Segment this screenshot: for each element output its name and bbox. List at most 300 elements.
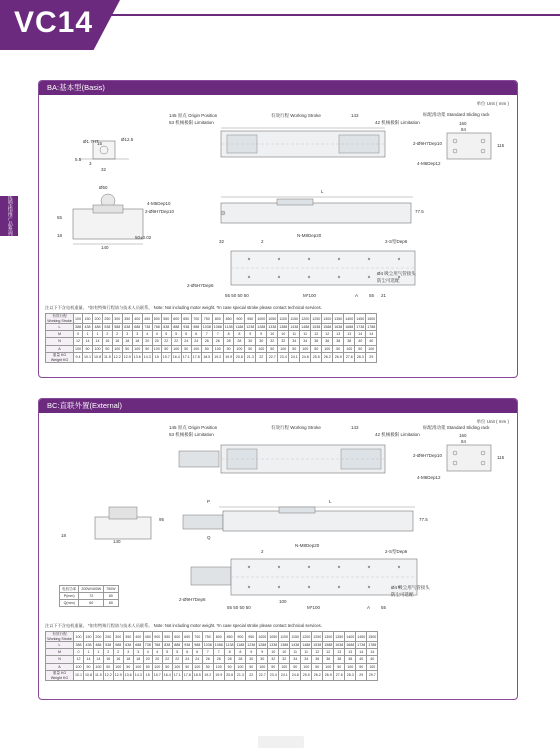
table-row <box>60 593 119 600</box>
origin-label: 145 原点 Origin Position <box>169 113 218 118</box>
table-cell: 28 <box>223 338 234 345</box>
table-cell: 850 <box>224 632 235 642</box>
table-cell: 12.9 <box>122 352 132 362</box>
table-cell: 8 <box>234 331 245 338</box>
table-row <box>46 663 378 670</box>
table-cell: 18 <box>122 338 132 345</box>
table-cell: 16.4 <box>171 352 181 362</box>
table-cell: 588 <box>115 643 122 648</box>
table-row <box>60 586 119 593</box>
air-label: Ø4 吸尘用气管接头 <box>377 271 416 276</box>
table-cell: 1200 <box>300 314 311 324</box>
table-cell: 28.3 <box>355 352 366 362</box>
hole-2-label: 2-Ø5H7Dep6 <box>187 283 214 288</box>
table-cell: 19.9 <box>223 352 234 362</box>
table-cell: 24.8 <box>290 670 301 680</box>
table-cell: 36 <box>323 656 334 663</box>
table-cell: 350 <box>123 632 133 642</box>
ba-note: 注以下不含电机重量。 *如有特殊行程请与技术人员联系。 Note: Not including motor weight. *In case special stroke please contact technical services. <box>45 305 322 310</box>
d18-label: 18 <box>57 233 63 238</box>
table-cell: 9 <box>245 331 256 338</box>
page-title: VC14 <box>14 6 94 39</box>
dim-2: 2 <box>261 239 264 244</box>
m5-label: 4-M5Dep10 <box>147 201 171 206</box>
table-cell: 13 <box>333 331 344 338</box>
table-row <box>46 656 378 663</box>
table-cell: 900 <box>235 632 246 642</box>
air-label: Ø4 吸尘用气管接头 <box>391 585 430 590</box>
table-row <box>46 642 378 649</box>
table-cell: 14 <box>83 338 93 345</box>
table-cell: 22 <box>171 338 181 345</box>
table-cell: 13.6 <box>132 352 142 362</box>
table-cell: 50 <box>202 663 213 670</box>
d3-label: 3 <box>89 161 92 166</box>
table-cell: 888 <box>173 325 180 330</box>
d55-label: 55 <box>57 215 63 220</box>
table-cell: 34 <box>301 656 312 663</box>
m8-label: N-M8Dep20 <box>297 233 322 238</box>
table-cell: 500 <box>152 632 162 642</box>
table-cell: 100 <box>322 345 333 352</box>
dim-84: 84 <box>461 127 467 132</box>
d95-label: 95 <box>159 517 165 522</box>
table-cell: 100 <box>323 663 334 670</box>
table-cell: 38 <box>334 656 345 663</box>
table-cell: 11 <box>289 331 300 338</box>
d32-label: 32 <box>101 167 107 172</box>
table-cell: 17.8 <box>191 352 201 362</box>
d140-label: 140 <box>101 245 109 250</box>
table-cell: 19.9 <box>213 670 224 680</box>
table-cell: 18 <box>123 656 133 663</box>
table-cell: 26.9 <box>323 670 334 680</box>
table-cell: 250 <box>103 314 113 324</box>
table-cell: 14 <box>93 338 103 345</box>
m8-label: N-M8Dep20 <box>295 543 320 548</box>
table-cell: 32 <box>278 338 289 345</box>
table-cell: 550 <box>162 632 172 642</box>
table-cell: 1188 <box>235 325 244 330</box>
table-cell: 6 <box>191 331 201 338</box>
limit-right-label: 42 机械极限 Limitation <box>375 120 420 125</box>
table-cell: 600 <box>172 632 182 642</box>
table-cell: 100 <box>212 345 223 352</box>
table-cell: 16.4 <box>162 670 172 680</box>
side-tab[interactable] <box>0 196 18 236</box>
dim-77: 77.5 <box>419 517 428 522</box>
table-cell: 1238 <box>246 325 255 330</box>
table-cell: 650 <box>182 632 192 642</box>
table-cell: 1350 <box>334 632 345 642</box>
table-cell: 388 <box>75 643 82 648</box>
table-cell: 100 <box>300 345 311 352</box>
table-cell: 12 <box>74 656 84 663</box>
row-header: N <box>46 656 74 663</box>
table-cell: 1000 <box>256 314 267 324</box>
cross-section-drawing <box>89 503 159 543</box>
table-cell: 1338 <box>269 643 278 648</box>
table-cell: 10.1 <box>74 670 84 680</box>
table-cell: 60 <box>79 600 104 607</box>
table-cell: 1438 <box>291 643 300 648</box>
table-cell: 15 <box>143 670 152 680</box>
table-cell: 4 <box>143 649 152 656</box>
table-cell: 1688 <box>345 325 354 330</box>
table-cell: 12 <box>74 338 83 345</box>
table-cell: 20 <box>143 656 152 663</box>
row-header: 有效行程 Working Stroke <box>47 632 72 641</box>
table-cell: 24 <box>192 656 202 663</box>
table-cell: 10.8 <box>84 670 94 680</box>
table-cell: 29 <box>366 352 377 362</box>
table-cell: 1 <box>83 331 93 338</box>
table-cell: 16 <box>113 656 123 663</box>
table-cell: 438 <box>85 643 92 648</box>
table-cell: 100 <box>193 346 200 351</box>
table-cell: 32 <box>267 338 278 345</box>
table-cell: 100 <box>94 346 101 351</box>
table-cell: 300 <box>113 632 123 642</box>
m100-label: M*100 <box>303 293 317 298</box>
table-cell: 22 <box>172 656 182 663</box>
table-cell: 14 <box>355 331 366 338</box>
table-cell: 14.3 <box>142 352 152 362</box>
table-cell: 100 <box>134 346 141 351</box>
table-cell: 22 <box>161 338 171 345</box>
table-cell: 0 <box>74 331 83 338</box>
table-cell: 3 <box>132 331 142 338</box>
table-row <box>46 338 377 345</box>
table-cell: 2 <box>103 331 113 338</box>
table-cell: 450 <box>143 632 152 642</box>
hole-m6-label: 4-M6Dep12 <box>417 161 441 166</box>
table-cell: 888 <box>174 643 181 648</box>
dim-A: A <box>367 605 371 610</box>
table-cell: 950 <box>245 314 256 324</box>
table-cell: 10.1 <box>83 352 93 362</box>
table-cell: 538 <box>104 325 111 330</box>
table-cell: 1288 <box>257 325 266 330</box>
table-cell: 100 <box>234 345 245 352</box>
limit-right-label: 42 机械极限 Limitation <box>375 432 420 437</box>
table-cell: 900 <box>234 314 245 324</box>
unit-label: 单位 Unit ( mm ) <box>476 101 509 106</box>
d15-label: 15 <box>97 141 103 146</box>
table-cell: 13 <box>344 331 355 338</box>
dim-100: 100 <box>279 599 287 604</box>
table-cell: 488 <box>95 643 102 648</box>
table-cell: 14 <box>367 649 378 656</box>
section-bc <box>38 398 518 700</box>
table-cell: 1688 <box>346 643 355 648</box>
table-cell: 100 <box>153 346 160 351</box>
table-cell: 34 <box>290 656 301 663</box>
table-cell: 16 <box>103 338 113 345</box>
table-cell: 700 <box>192 632 202 642</box>
table-cell: 24.1 <box>279 670 290 680</box>
table-cell: 5 <box>162 649 172 656</box>
side-view-drawing <box>217 195 417 229</box>
table-cell: 11.5 <box>103 352 113 362</box>
row-header: 重量 KG Weight KG <box>46 670 74 680</box>
table-cell: 100 <box>345 663 356 670</box>
table-cell: 1 <box>84 649 94 656</box>
side-tab-label-2: 产品系列 <box>6 216 13 236</box>
table-cell: 988 <box>194 643 201 648</box>
dim-84: 84 <box>461 439 467 444</box>
air2-label: 防尘可选配 <box>391 592 414 597</box>
h7b-label: 2-Ø9H7Dep10 <box>145 209 175 214</box>
table-cell: 50 <box>312 663 323 670</box>
table-cell: 14 <box>356 649 367 656</box>
dim-Q: Q <box>207 535 211 540</box>
d140-label: 140 <box>113 539 121 544</box>
table-cell: 12.2 <box>112 352 122 362</box>
table-cell: 15 <box>152 352 161 362</box>
table-header-cell: 750W <box>104 586 118 593</box>
table-cell: 36 <box>311 338 322 345</box>
table-cell: 30 <box>257 656 268 663</box>
table-cell: 40 <box>356 656 367 663</box>
table-cell: 25.5 <box>311 352 322 362</box>
table-cell: 250 <box>103 632 113 642</box>
table-cell: 50 <box>355 345 366 352</box>
table-cell: 100 <box>174 664 181 669</box>
table-cell: 100 <box>173 346 180 351</box>
table-cell: 4 <box>152 649 162 656</box>
table-cell: 950 <box>246 632 257 642</box>
table-row <box>46 649 378 656</box>
section-bc-title: BC:直联外置(External) <box>39 399 517 413</box>
table-cell: 40 <box>355 338 366 345</box>
table-cell: 24.1 <box>289 352 300 362</box>
table-cell: 9 <box>256 331 267 338</box>
table-cell: 6 <box>182 649 192 656</box>
slot-label: 2-S型Dep6 <box>385 239 408 244</box>
table-cell: 12 <box>312 649 323 656</box>
table-cell: 24 <box>191 338 201 345</box>
table-cell: 30 <box>256 338 267 345</box>
table-cell: 16 <box>112 338 122 345</box>
dim-115: 115 <box>497 455 505 460</box>
table-cell: 40 <box>366 338 377 345</box>
table-cell: 450 <box>142 314 152 324</box>
table-cell: 1400 <box>344 314 355 324</box>
dim-160: 160 <box>459 121 467 126</box>
table-cell: 13 <box>334 649 345 656</box>
slot-label: 2-S型Dep6 <box>385 549 408 554</box>
table-cell: 12.9 <box>113 670 123 680</box>
table-cell: 24 <box>182 656 192 663</box>
row-header: A <box>46 663 74 670</box>
table-cell: 50 <box>182 663 192 670</box>
table-cell: 1050 <box>267 314 278 324</box>
hole-2-label: 2-Ø9H7Dep6 <box>179 597 206 602</box>
table-cell: 11 <box>290 649 301 656</box>
table-cell: 100 <box>74 632 84 642</box>
table-cell: 1538 <box>312 325 321 330</box>
table-cell: 28 <box>234 338 245 345</box>
bottom-view-drawing <box>229 247 419 291</box>
table-cell: 20.6 <box>234 352 245 362</box>
ba-spec-table <box>45 313 377 363</box>
table-cell: 1300 <box>322 314 333 324</box>
table-cell: 38 <box>345 656 356 663</box>
table-cell: 25.5 <box>301 670 312 680</box>
table-cell: 20 <box>152 338 161 345</box>
table-cell: 30 <box>246 656 257 663</box>
limit-left-label: 53 机械极限 Limitation <box>169 432 214 437</box>
table-cell: 150 <box>84 632 94 642</box>
d5-label: 5.5 <box>75 157 82 162</box>
table-cell: 388 <box>75 325 81 330</box>
table-cell: 1488 <box>301 325 310 330</box>
table-cell: 1088 <box>213 325 222 330</box>
table-cell: 14 <box>84 656 94 663</box>
table-cell: 6 <box>181 331 191 338</box>
table-cell: 14 <box>94 656 104 663</box>
table-cell: 27.6 <box>344 352 355 362</box>
table-cell: 938 <box>183 325 190 330</box>
dim-55: 55 <box>369 293 375 298</box>
bottom-view-drawing <box>189 555 421 601</box>
table-cell: 788 <box>153 325 160 330</box>
table-cell: 738 <box>144 325 151 330</box>
sliding-rack-drawing <box>445 131 495 161</box>
table-cell: 50 <box>223 345 234 352</box>
table-cell: Q(mm) <box>60 600 79 607</box>
table-cell: 13.6 <box>123 670 133 680</box>
bottom-dims: 55 50 50 50 <box>225 293 249 298</box>
table-cell: 10 <box>267 331 278 338</box>
table-cell: 100 <box>213 663 224 670</box>
table-cell: 838 <box>164 643 171 648</box>
table-cell: 100 <box>115 664 122 669</box>
table-cell: 1100 <box>278 314 289 324</box>
table-cell: 24 <box>181 338 191 345</box>
table-cell: 23.4 <box>268 670 279 680</box>
d50-label: 50±0.02 <box>135 235 152 240</box>
table-cell: 588 <box>114 325 121 330</box>
dim-L: L <box>329 499 332 504</box>
table-row <box>46 670 378 680</box>
table-cell: 50 <box>289 345 300 352</box>
table-cell: 0 <box>74 649 84 656</box>
table-cell: 34 <box>300 338 311 345</box>
table-cell: 100 <box>154 664 161 669</box>
table-cell: 11 <box>301 649 312 656</box>
table-cell: 50 <box>311 345 322 352</box>
table-cell: 21.3 <box>235 670 246 680</box>
unit-label: 单位 Unit ( mm ) <box>476 419 509 424</box>
row-header: L <box>46 324 74 331</box>
table-cell: 738 <box>144 643 151 648</box>
table-cell: 28.3 <box>345 670 356 680</box>
table-cell: 100 <box>344 345 355 352</box>
table-cell: 18 <box>133 656 143 663</box>
table-cell: 200 <box>93 314 103 324</box>
row-header: 有效行程 Working Stroke <box>47 314 72 323</box>
table-cell: 1200 <box>301 632 312 642</box>
table-cell: 1288 <box>258 643 267 648</box>
table-cell: 11 <box>300 331 311 338</box>
table-cell: 34 <box>289 338 300 345</box>
table-cell: 1500 <box>367 632 378 642</box>
table-cell: 1488 <box>302 643 311 648</box>
table-cell: 7 <box>201 331 212 338</box>
table-cell: 40 <box>367 656 378 663</box>
table-cell: 12 <box>322 331 333 338</box>
bc-spec-table <box>45 631 378 681</box>
bc-note: 注以下不含电机重量。 *如有特殊行程请与技术人员联系。 Note: Not including motor weight. *In case special stroke please contact technical services. <box>45 623 322 628</box>
table-cell: 2 <box>113 649 123 656</box>
table-cell: 50 <box>103 663 113 670</box>
table-cell: 14 <box>366 331 377 338</box>
table-cell: 1150 <box>290 632 301 642</box>
table-cell: 26.2 <box>312 670 323 680</box>
table-cell: 100 <box>256 345 267 352</box>
table-cell: 838 <box>163 325 170 330</box>
m100-label: M*100 <box>307 605 321 610</box>
table-row <box>46 632 378 642</box>
table-cell: 22 <box>162 656 172 663</box>
table-cell: 488 <box>94 325 101 330</box>
table-cell: 400 <box>133 632 143 642</box>
phi12-label: Ø12.5 <box>121 137 134 142</box>
table-cell: 29 <box>356 670 367 680</box>
table-cell: 32 <box>279 656 290 663</box>
origin-label: 145 原点 Origin Position <box>169 425 218 430</box>
table-cell: 638 <box>124 325 131 330</box>
table-cell: 150 <box>83 314 93 324</box>
hole-h7-label: 2-Ø9H7Dep10 <box>413 453 443 458</box>
table-cell: 5 <box>172 649 182 656</box>
table-cell: 100 <box>279 663 290 670</box>
table-cell: 7 <box>202 649 213 656</box>
table-cell: 700 <box>191 314 201 324</box>
dim-143: 143 <box>351 113 359 118</box>
table-cell: 50 <box>103 345 113 352</box>
table-cell: 50 <box>333 345 344 352</box>
dim-L: L <box>321 189 324 194</box>
table-cell: 8 <box>235 649 246 656</box>
table-cell: 15.7 <box>152 670 162 680</box>
table-cell: 1038 <box>203 643 212 648</box>
table-cell: 688 <box>134 325 141 330</box>
table-cell: 1400 <box>345 632 356 642</box>
table-cell: 36 <box>312 656 323 663</box>
table-cell: 50 <box>83 345 93 352</box>
table-cell: 1300 <box>323 632 334 642</box>
table-cell: 1250 <box>312 632 323 642</box>
table-cell: 1088 <box>214 643 223 648</box>
table-cell: 50 <box>356 663 367 670</box>
table-cell: 50 <box>162 663 172 670</box>
table-cell: 1338 <box>268 325 277 330</box>
table-cell: 50 <box>161 345 171 352</box>
table-cell: 800 <box>212 314 223 324</box>
table-cell: 14.3 <box>133 670 143 680</box>
table-cell: 16 <box>103 656 113 663</box>
table-cell: 1500 <box>366 314 377 324</box>
table-cell: 50 <box>142 345 152 352</box>
table-cell: 20.6 <box>224 670 235 680</box>
hole-m6-label: 4-M6Dep12 <box>417 475 441 480</box>
working-stroke-label: 有效行程 Working Stroke <box>271 113 321 118</box>
table-cell: 1438 <box>290 325 299 330</box>
table-cell: 650 <box>181 314 191 324</box>
